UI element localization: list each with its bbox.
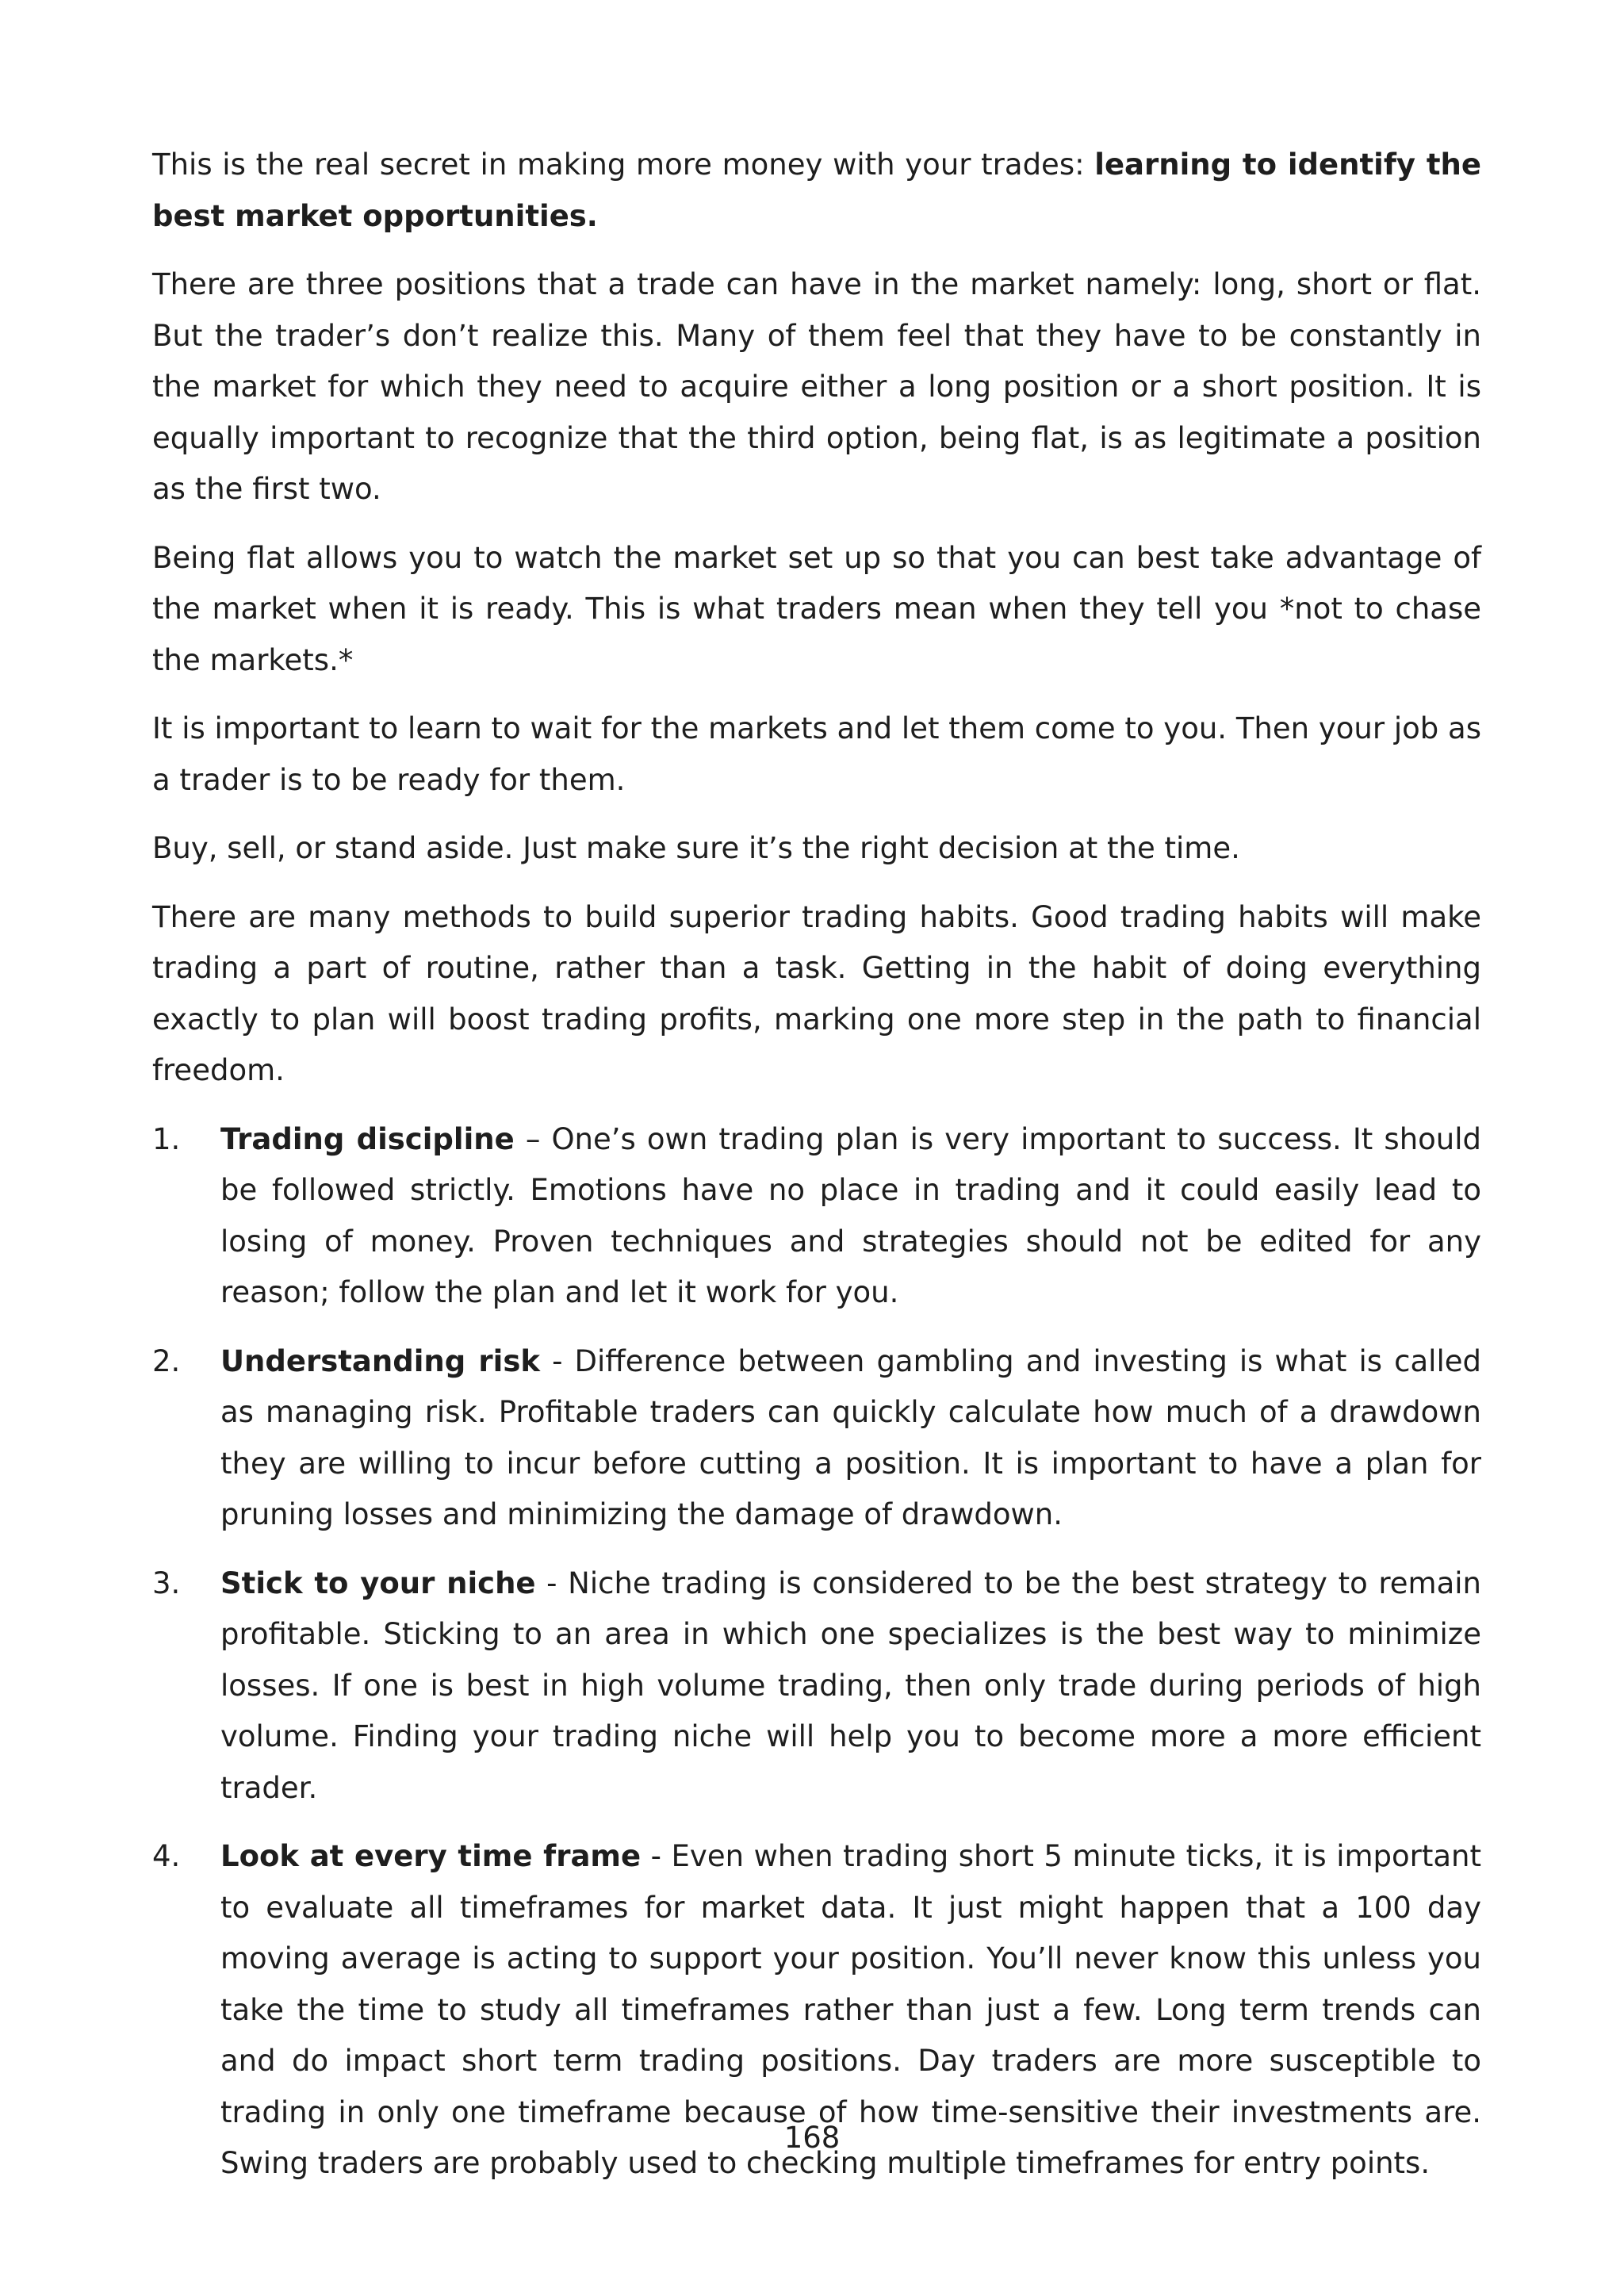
- list-item-number: 1.: [152, 1121, 181, 1156]
- paragraph-wait: It is important to learn to wait for the markets and let them come to you. Then your job as a trader is to be ready for them.: [152, 711, 1481, 797]
- list-item-title: Trading discipline: [220, 1121, 515, 1156]
- list-item-text: - Difference between gambling and investing is what is called as managing risk. Profitable traders can quickly calculate how much of a drawdown they are willing to incur before cutting a position. It is important to have a plan for pruning losses and minimizing the damage of drawdown.: [220, 1343, 1481, 1531]
- list-item: [152, 1114, 1481, 1319]
- paragraph-buy-sell: Buy, sell, or stand aside. Just make sure it’s the right decision at the time.: [152, 831, 1240, 865]
- habits-list: [152, 1114, 1481, 2190]
- list-item-text: - Niche trading is considered to be the best strategy to remain profitable. Sticking to an area in which one specializes is the best way to minimize losses. If one is best in high volume trading, then only trade during periods of high volume. Finding your trading niche will help you to become more a more efficient trader.: [220, 1565, 1482, 1805]
- list-item-title: Stick to your niche: [220, 1565, 536, 1600]
- list-item: [152, 1336, 1481, 1541]
- paragraph-intro-text: This is the real secret in making more money with your trades:: [152, 148, 1095, 182]
- paragraph-positions: There are three positions that a trade can have in the market namely: long, short or flat. But the trader’s don’t realize this. Many of them feel that they have to be constantly in the market for which they need to acquire either a long position or a short position. It is equally important to recognize that the third option, being flat, is as legitimate a position as the first two.: [152, 267, 1481, 506]
- paragraph-being-flat: Being flat allows you to watch the market set up so that you can best take advantage of the market when it is ready. This is what traders mean when they tell you *not to chase the markets.*: [152, 540, 1481, 677]
- page-content: [152, 140, 1481, 2207]
- list-item-title: Understanding risk: [220, 1343, 540, 1378]
- list-item-number: 4.: [152, 1839, 181, 1873]
- list-item-text: – One’s own trading plan is very important to success. It should be followed strictly. Emotions have no place in trading and it could easily lead to losing of money. Proven techniques and strategies should not be edited for any reason; follow the plan and let it work for you.: [220, 1121, 1482, 1309]
- paragraph-intro-bold: learning to identify the best market opportunities.: [152, 148, 1481, 233]
- list-item-text: - Even when trading short 5 minute ticks, it is important to evaluate all timeframes for market data. It just might happen that a 100 day moving average is acting to support your position. You’ll never know this unless you take the time to study all timeframes rather than just a few. Long term trends can and do impact short term trading positions. Day traders are more susceptible to trading in only one timeframe because of how time-sensitive their investments are. Swing traders are probably used to checking multiple timeframes for entry points.: [220, 1839, 1481, 2180]
- list-item-number: 3.: [152, 1565, 181, 1600]
- list-item-title: Look at every time frame: [220, 1839, 642, 1873]
- paragraph-habits: There are many methods to build superior trading habits. Good trading habits will make trading a part of routine, rather than a task. Getting in the habit of doing everything exactly to plan will boost trading profits, marking one more step in the path to financial freedom.: [152, 899, 1481, 1087]
- paragraph-intro: [152, 140, 1481, 242]
- list-item-number: 2.: [152, 1343, 181, 1378]
- page-number: 168: [783, 2121, 841, 2155]
- list-item: [152, 1558, 1481, 1815]
